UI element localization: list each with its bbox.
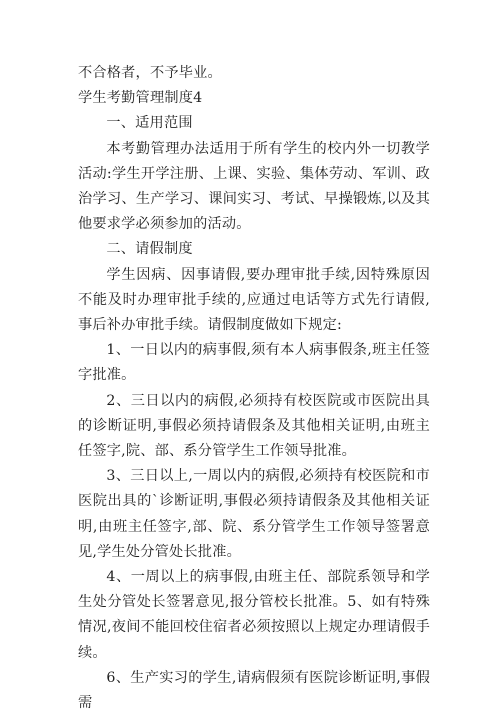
document-body [78,61,430,716]
section-title: 学生考勤管理制度4 [78,90,203,107]
rule-item-1: 1、一日以内的病事假,须有本人病事假条,班主任签字批准。 [78,342,430,384]
paragraph-scope: 本考勤管理办法适用于所有学生的校内外一切教学活动:学生开学注册、上课、实验、集体劳动、军训、政治学习、生产学习、课间实习、考试、早操锻炼,以及其他要求学必须参加的活动。 [78,140,430,233]
paragraph-closing-line: 不合格者，不予毕业。 [78,65,222,81]
paragraph-leave-intro: 学生因病、因事请假,要办理审批手续,因特殊原因不能及时办理审批手续的,应通过电话等方式先行请假,事后补办审批手续。请假制度做如下规定: [78,266,430,334]
rule-item-4-5: 4、一周以上的病事假,由班主任、部院系领导和学生处分管处长签署意见,报分管校长批准。5、如有特殊情况,夜间不能回校住宿者必须按照以上规定办理请假手续。 [78,569,430,661]
heading-leave-policy: 二、请假制度 [106,241,193,258]
rule-item-2: 2、三日以内的病假,必须持有校医院或市医院出具的诊断证明,事假必须持请假条及其他相关证明,由班主任签字,院、部、系分管学生工作领导批准。 [78,392,430,460]
rule-item-6: 6、生产实习的学生,请病假须有医院诊断证明,事假需 [78,669,430,712]
heading-scope: 一、适用范围 [106,115,193,132]
rule-item-3: 3、三日以上,一周以内的病假,必须持有校医院和市医院出具的`诊断证明,事假必须持请假条及其他相关证明,由班主任签字,部、院、系分管学生工作领导签署意见,学生处分管处长批准。 [78,468,430,560]
